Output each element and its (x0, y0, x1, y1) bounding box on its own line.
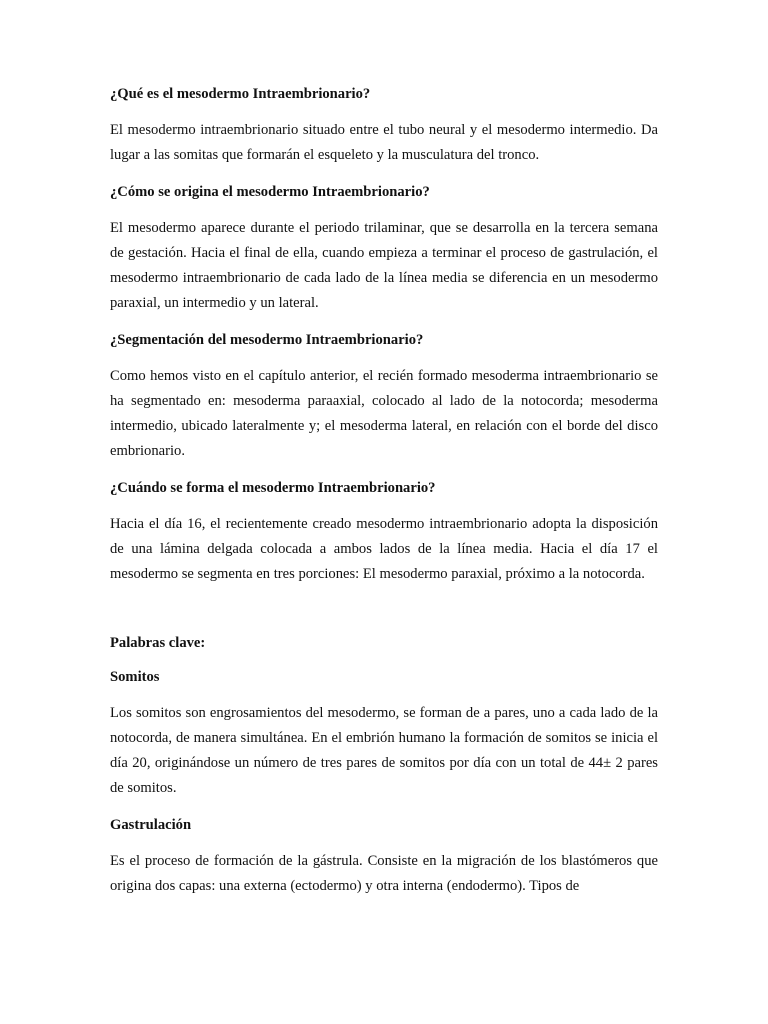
keywords-heading: Palabras clave: (110, 635, 206, 651)
section-como-se-origina (110, 182, 658, 316)
keyword-term: Gastrulación (110, 817, 192, 833)
keyword-term: Somitos (110, 669, 160, 685)
document-body (110, 84, 658, 913)
keyword-item-somitos (110, 667, 658, 801)
keyword-definition: Es el proceso de formación de la gástrula. Consiste en la migración de los blastómeros que origina dos capas: una externa (ectodermo) y otra interna (endodermo). Tipos de (110, 853, 658, 894)
section-spacer (110, 601, 658, 633)
section-paragraph: El mesodermo aparece durante el periodo trilaminar, que se desarrolla en la tercera semana de gestación. Hacia el final de ella, cuando empieza a terminar el proceso de gastrulación, el mesodermo intraembrionario de cada lado de la línea media se diferencia en un mesodermo paraxial, un intermedio y un lateral. (110, 220, 658, 311)
section-cuando-se-forma (110, 478, 658, 587)
keyword-definition: Los somitos son engrosamientos del mesodermo, se forman de a pares, uno a cada lado de la notocorda, de manera simultánea. En el embrión humano la formación de somitos se inicia el día 20, originándose un número de tres pares de somitos por día con un total de 44± 2 pares de somitos. (110, 705, 658, 796)
section-segmentacion (110, 330, 658, 464)
section-paragraph: Hacia el día 16, el recientemente creado mesodermo intraembrionario adopta la disposición de una lámina delgada colocada a ambos lados de la línea media. Hacia el día 17 el mesodermo se segmenta en tres porciones: El mesodermo paraxial, próximo a la notocorda. (110, 516, 658, 582)
section-paragraph: Como hemos visto en el capítulo anterior, el recién formado mesoderma intraembrionario se ha segmentado en: mesoderma paraaxial, colocado al lado de la notocorda; mesoderma intermedio, ubicado lateralmente y; el mesoderma lateral, en relación con el borde del disco embrionario. (110, 368, 658, 459)
section-heading: ¿Cómo se origina el mesodermo Intraembrionario? (110, 184, 430, 200)
keywords-section (110, 633, 658, 899)
section-heading: ¿Qué es el mesodermo Intraembrionario? (110, 86, 371, 102)
keyword-item-gastrulacion (110, 815, 658, 899)
section-heading: ¿Cuándo se forma el mesodermo Intraembrionario? (110, 480, 436, 496)
section-heading: ¿Segmentación del mesodermo Intraembrionario? (110, 332, 424, 348)
section-paragraph: El mesodermo intraembrionario situado entre el tubo neural y el mesodermo intermedio. Da lugar a las somitas que formarán el esqueleto y la musculatura del tronco. (110, 122, 658, 163)
section-que-es (110, 84, 658, 168)
